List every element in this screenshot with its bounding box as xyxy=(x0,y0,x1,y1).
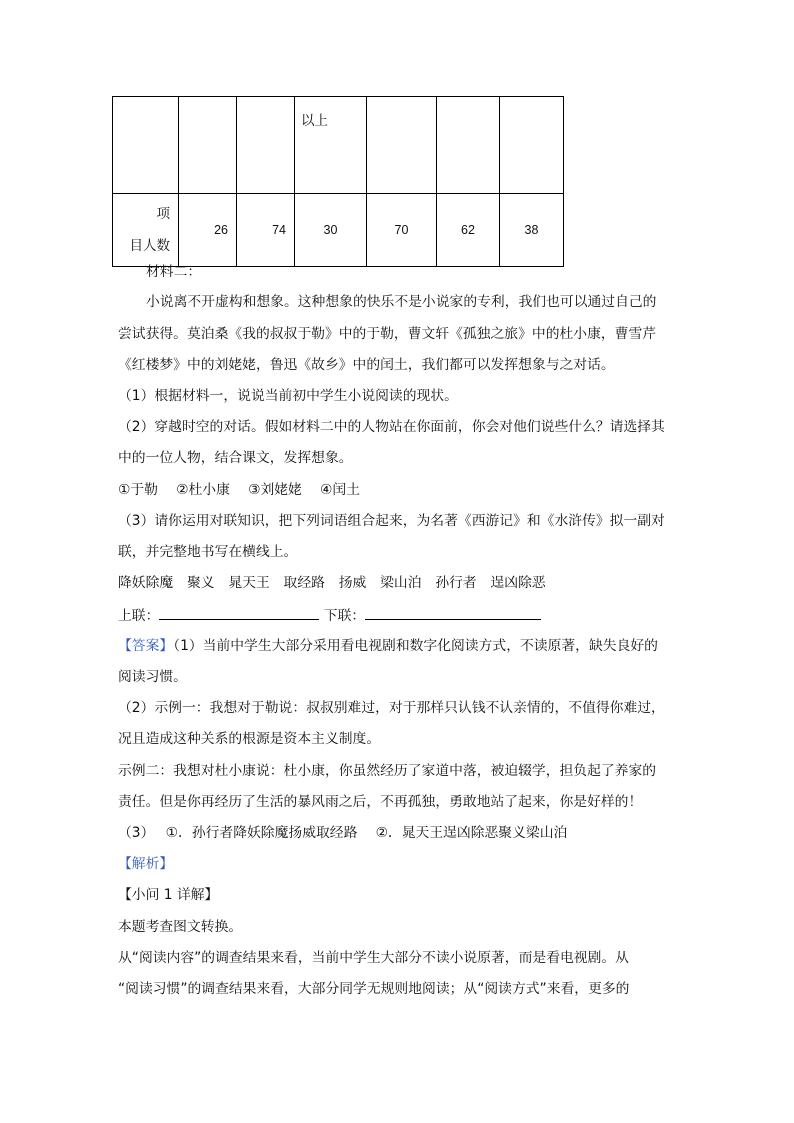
material2-paragraph-line: 《红楼梦》中的刘姥姥，鲁迅《故乡》中的闰土，我们都可以发挥想象与之对话。 xyxy=(118,357,615,373)
material2-paragraph-line: 尝试获得。莫泊桑《我的叔叔于勒》中的于勒，曹文轩《孤独之旅》中的杜小康，曹雪芹 xyxy=(118,326,657,342)
material2-paragraph-line: 小说离不开虚构和想象。这种想象的快乐不是小说家的专利，我们也可以通过自己的 xyxy=(146,294,657,310)
question-3-line: （3）请你运用对联知识，把下列词语组合起来，为名著《西游记》和《水浒传》拟一副对 xyxy=(118,513,665,529)
survey-table xyxy=(112,96,564,267)
answer-line: 责任。但是你再经历了生活的暴风雨之后，不再孤独，勇敢地站了起来，你是好样的！ xyxy=(118,794,643,810)
table-cell: 以上 xyxy=(295,97,367,194)
question-2-line: 中的一位人物，结合课文，发挥想象。 xyxy=(118,450,353,466)
table-cell: 38 xyxy=(500,194,564,267)
table-cell: 62 xyxy=(437,194,500,267)
table-cell: 70 xyxy=(367,194,437,267)
analysis-line: “阅读习惯”的调查结果来看，大部分同学无规则地阅读；从“阅读方式”来看，更多的 xyxy=(118,981,630,997)
row-label-line2: 目人数 xyxy=(129,238,170,253)
question-1: （1）根据材料一，说说当前初中学生小说阅读的现状。 xyxy=(118,388,458,404)
upper-couplet-blank xyxy=(159,605,319,620)
answer-line: 况且造成这种关系的根源是资本主义制度。 xyxy=(118,731,381,747)
answer-line: （3） ①．孙行者降妖除魔扬威取经路 ②．晁天王逞凶除恶聚义梁山泊 xyxy=(118,825,568,841)
table-row xyxy=(113,97,564,194)
table-cell xyxy=(367,97,437,194)
answer-line: （2）示例一：我想对于勒说：叔叔别难过，对于那样只认钱不认亲情的，不值得你难过， xyxy=(118,700,665,716)
analysis-line: 本题考查图文转换。 xyxy=(118,919,243,935)
analysis-tag: 【解析】 xyxy=(118,856,174,872)
material2-title: 材料二： xyxy=(146,264,202,280)
question-3-words: 降妖除魔 聚义 晁天王 取经路 扬威 梁山泊 孙行者 逞凶除恶 xyxy=(118,575,546,591)
question-2-line: （2）穿越时空的对话。假如材料二中的人物站在你面前，你会对他们说些什么？请选择其 xyxy=(118,419,665,435)
answer-text: （1）当前中学生大部分采用看电视剧和数字化阅读方式，不读原著，缺失良好的 xyxy=(173,638,658,654)
answer-line: 阅读习惯。 xyxy=(118,669,187,685)
subquestion-1-title: 【小问 1 详解】 xyxy=(118,887,219,903)
answer-tag: 【答案】 xyxy=(118,638,174,654)
question-2-options: ①于勒 ②杜小康 ③刘姥姥 ④闰土 xyxy=(118,482,360,498)
upper-couplet-label: 上联： xyxy=(118,608,160,624)
answer-line-1 xyxy=(118,636,658,656)
answer-line: 示例二：我想对杜小康说：杜小康，你虽然经历了家道中落，被迫辍学，担负起了养家的 xyxy=(118,763,657,779)
row-label-cell xyxy=(113,194,179,267)
table-cell: 26 xyxy=(179,194,237,267)
question-3-line: 联，并完整地书写在横线上。 xyxy=(118,544,298,560)
lower-couplet-label: 下联： xyxy=(323,608,366,624)
lower-couplet-blank xyxy=(365,605,541,620)
table-cell xyxy=(113,97,179,194)
analysis-line: 从“阅读内容”的调查结果来看，当前中学生大部分不读小说原著，而是看电视剧。从 xyxy=(118,950,629,966)
table-cell xyxy=(500,97,564,194)
table-cell xyxy=(179,97,237,194)
table-cell xyxy=(237,97,295,194)
table-cell: 30 xyxy=(295,194,367,267)
table-cell: 74 xyxy=(237,194,295,267)
table-row xyxy=(113,194,564,267)
couplet-blanks xyxy=(118,605,541,626)
table-cell xyxy=(437,97,500,194)
row-label-line1: 项 xyxy=(156,206,170,221)
